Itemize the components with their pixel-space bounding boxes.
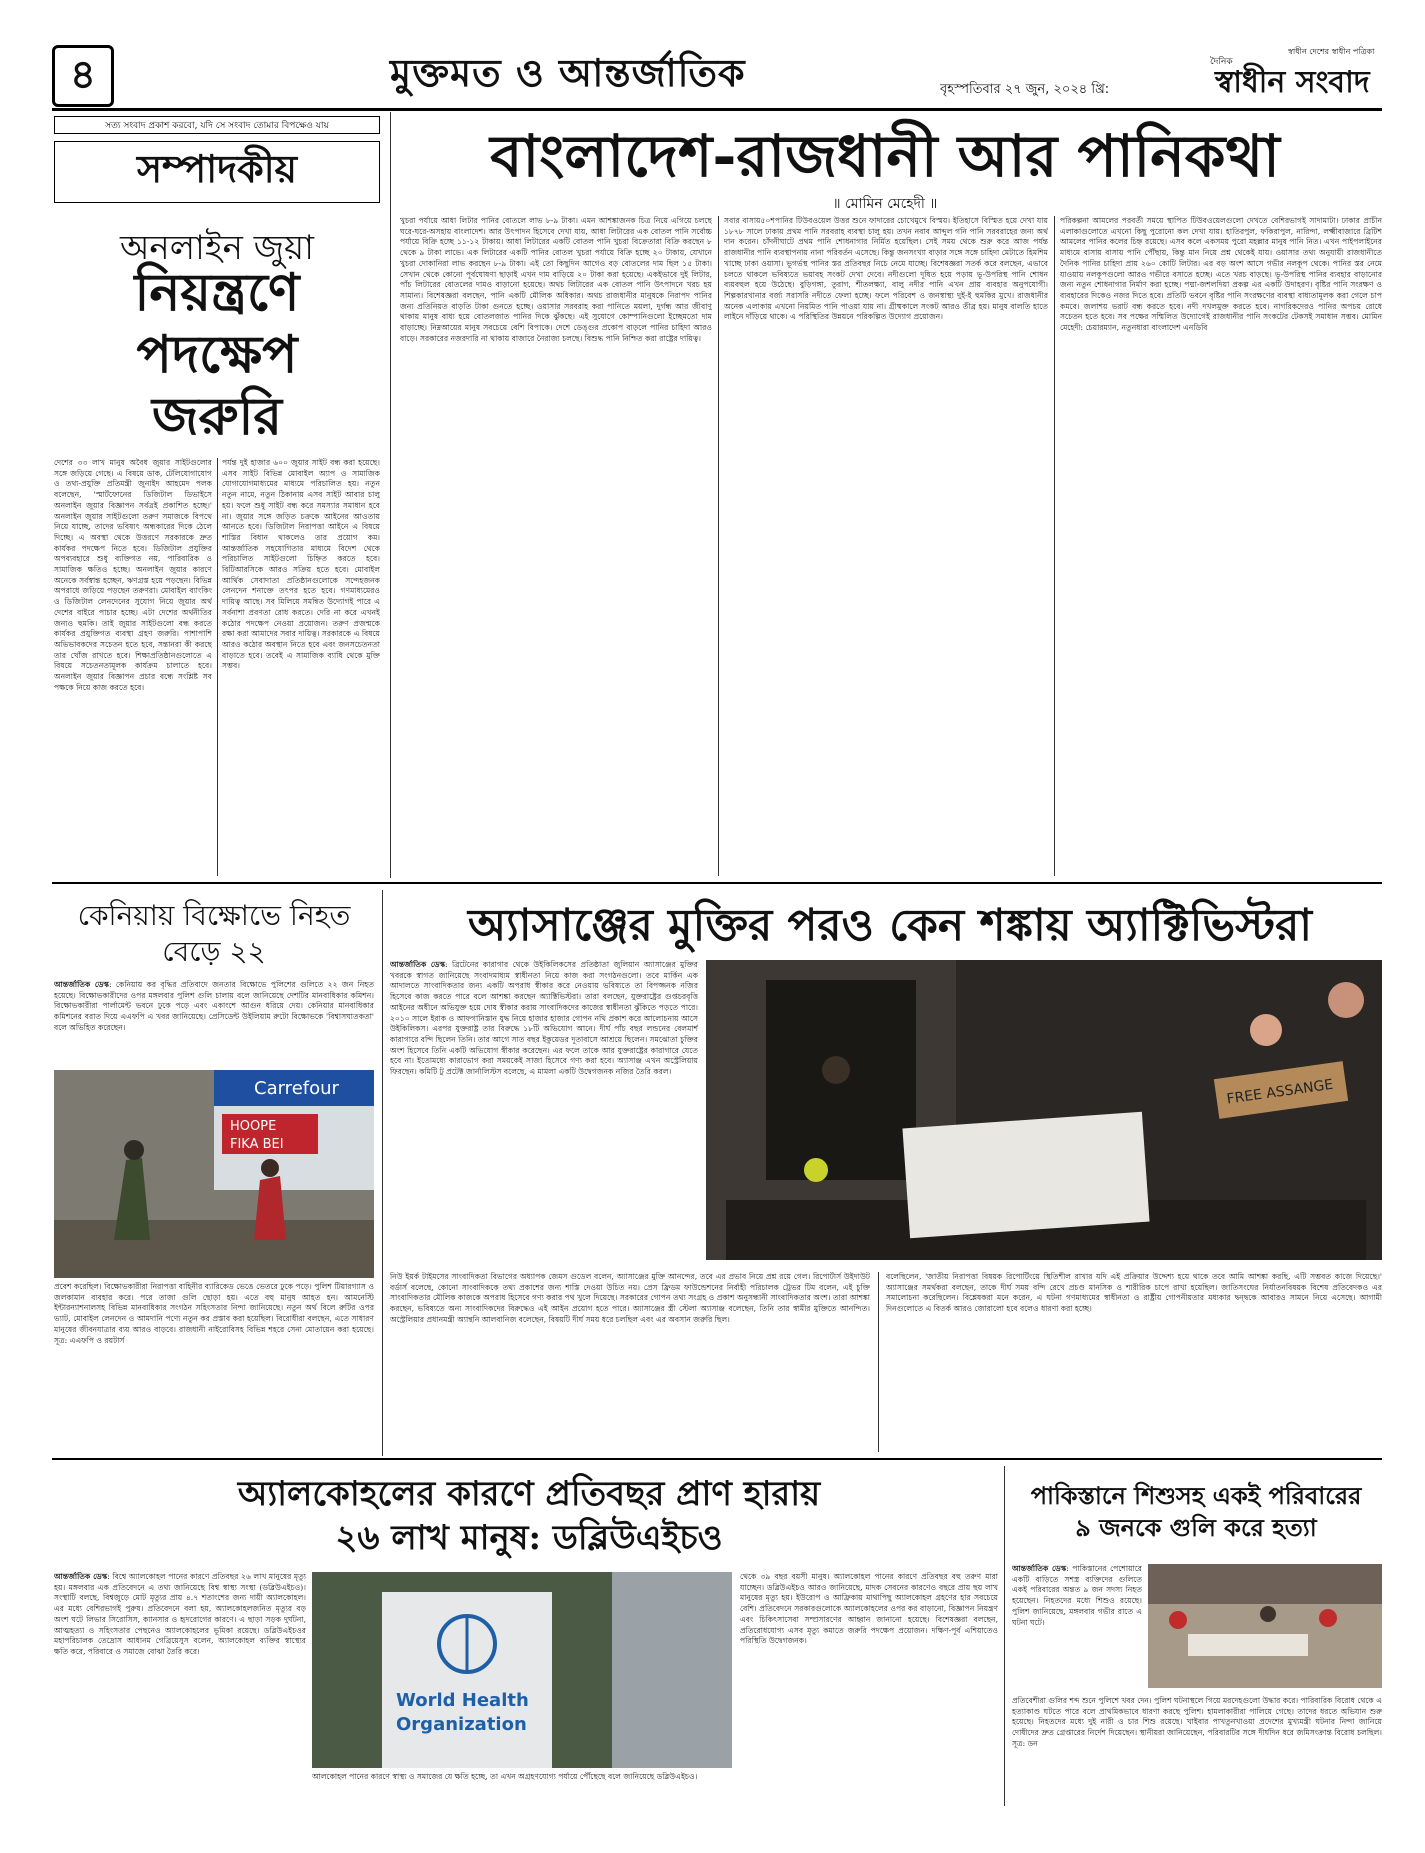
editorial-column-1: দেশের ৩৩ লাখ মানুষ অবৈধ জুয়ার সাইটগুলোর সঙ্গে জড়িয়ে গেছে। এ বিষয়ে ডাক, টেলিযোগাযোগ ও তথ্য-প্রযুক্তি প্রতিমন্ত্রী জুনাইদ আহমেদ পলক বলেছেন, 'স্মার্টফোনের ডিজিটাল ডিভাইসে অনলাইন জুয়ার বিজ্ঞাপন সর্বত্রই প্রকাশিত হচ্ছে।' অনলাইন জুয়ার সাইটগুলো তরুণ সমাজকে বিপথে নিয়ে যাচ্ছে, তাদের ভবিষ্যৎ অন্ধকারের দিকে ঠেলে দিচ্ছে। এ অবস্থা থেকে উত্তরণে সরকারকে দ্রুত কার্যকর পদক্ষেপ নিতে হবে। ডিজিটাল প্রযুক্তির অপব্যবহারে শুধু ব্যক্তিগত নয়, পারিবারিক ও সামাজিক ক্ষতিও হচ্ছে। অনলাইন জুয়ার কারণে অনেকে সর্বস্বান্ত হচ্ছেন, ঋণগ্রস্ত হয়ে পড়ছেন। বিভিন্ন অপরাধে জড়িয়ে পড়ছেন তরুণরা। মোবাইল ব্যাংকিং ও ডিজিটাল লেনদেনের সুযোগ নিয়ে জুয়ার অর্থ দেশের বাইরে পাচার হচ্ছে। এটা দেশের অর্থনীতির জন্যও হুমকি। তাই জুয়ার সাইটগুলো বন্ধ করতে কার্যকর প্রযুক্তিগত ব্যবস্থা গ্রহণ জরুরি। পাশাপাশি অভিভাবকদের সচেতন হতে হবে, সন্তানরা কী করছে তার খোঁজ রাখতে হবে। শিক্ষাপ্রতিষ্ঠানগুলোতে এ বিষয়ে সচেতনতামূলক কার্যক্রম চালাতে হবে। অনলাইন জুয়ার বিজ্ঞাপন প্রচার বন্ধে সংশ্লিষ্ট সব পক্ষকে নিয়ে কাজ করতে হবে।	[54, 458, 212, 692]
kenya-protest-photo	[54, 1070, 374, 1278]
pakistan-desk: আন্তর্জাতিক ডেস্ক	[1012, 1564, 1067, 1573]
kenya-headline: কেনিয়ায় বিক্ষোভে নিহত বেড়ে ২২	[77, 899, 351, 968]
svg-text:FIKA BEI: FIKA BEI	[230, 1137, 284, 1152]
main-article-column-3: পরিকল্পনা আমলের পরবর্তী সময়ে স্থাপিত টিউবওয়েলগুলো দেখতে বেশিরভাগই সাদামাটা। ঢাকার প্রাচীন এলাকাগুলোতে এখনো কিছু পুরোনো কল দেখা যায়। হাতিরপুল, ফকিরাপুল, নারিন্দা, লক্ষ্মীবাজারে ব্রিটিশ আমলের পানির কলের চিহ্ন রয়েছে। এসব কলে একসময় পুরো মহল্লার মানুষ পানি নিত। এখন পাইপলাইনের মাধ্যমে বাসায় বাসায় পানি পৌঁছায়, কিন্তু মান নিয়ে প্রশ্ন থেকেই যায়। ওয়াসার তথ্য অনুযায়ী রাজধানীতে দৈনিক পানির চাহিদা প্রায় ২৬০ কোটি লিটার। এর বড় অংশ আসে গভীর নলকূপ থেকে। পানির স্তর নেমে যাওয়ায় নলকূপগুলো আরও গভীরে বসাতে হচ্ছে। এতে খরচ বাড়ছে। ভূ-উপরিস্থ পানির ব্যবহার বাড়ানোর জন্য নতুন শোধনাগার নির্মাণ করা হচ্ছে। পদ্মা-জশলদিয়া প্রকল্প এর একটি উদাহরণ। বৃষ্টির পানি সংরক্ষণ ও ব্যবহারের দিকেও নজর দিতে হবে। প্রতিটি ভবনে বৃষ্টির পানি সংরক্ষণের ব্যবস্থা বাধ্যতামূলক করা গেলে চাপ কমবে। জলাশয় ভরাট বন্ধ করতে হবে। নদী দখলমুক্ত করতে হবে। নাগরিকদেরও পানির অপচয় রোধে সচেতন হতে হবে। সব পক্ষের সম্মিলিত উদ্যোগেই রাজধানীর পানি সংকটের টেকসই সমাধান সম্ভব। মোমিন মেহেদী: চেয়ারম্যান, নতুনধারা বাংলাদেশ এনডিবি	[1060, 216, 1382, 333]
main-article-column-1: খুচরা পর্যায়ে আধা লিটার পানির বোতলে লাভ ৮-৯ টাকা। এমন আশঙ্কাজনক চিত্র নিয়ে এগিয়ে চলছে ঘরে-ঘরে-অসহায় বাংলাদেশ। আর উৎপাদন হিসেবে দেখা যায়, আধা লিটারের এক বোতল পানি সর্বোচ্চ পর্যায়ে বিক্রি হচ্ছে ১১-১২ টাকায়। আধা লিটারের একটি বোতল পানি খুচরা বিক্রেতারা বিক্রি করছেন ৮ থেকে ৯ টাকা লাভে। এক লিটারের একটি পানির বোতল খুচরা পর্যায়ে বিক্রি হচ্ছে ২০ টাকায়, যেখানে খুচরা দোকানিরা লাভ করছেন ৮-৯ টাকা। এই তো কিছুদিন আগেও বড় বোতলের দাম ছিল ১৫ টাকা। সেখান থেকে কোনো পূর্বঘোষণা ছাড়াই এখন দাম বাড়িয়ে ২০ টাকা করা হয়েছে। একইভাবে দুই লিটার, পাঁচ লিটারের বোতলের দামও বাড়ানো হয়েছে। অথচ লিটারের এক বোতল পানি উৎপাদনে খরচ হয় সামান্য। বিশেষজ্ঞরা বলছেন, পানি একটি মৌলিক অধিকার। অথচ রাজধানীর মানুষকে নিরাপদ পানির জন্য প্রতিনিয়ত বাড়তি টাকা গুনতে হচ্ছে। ওয়াসার সরবরাহ করা পানিতে ময়লা, দুর্গন্ধ আর জীবাণু থাকায় মানুষ বাধ্য হয়ে বোতলজাত পানির দিকে ঝুঁকছে। এই সুযোগে কোম্পানিগুলো ইচ্ছেমতো দাম বাড়াচ্ছে। নিম্নআয়ের মানুষ সবচেয়ে বেশি বিপাকে। দেশে ডেঙ্গুর প্রকোপ বাড়লে পানির চাহিদা আরও বাড়ে। সরকারের নজরদারি না থাকায় বাজারে নৈরাজ্য চলছে। বিশুদ্ধ পানি নিশ্চিত করা রাষ্ট্রের দায়িত্ব।	[400, 216, 712, 343]
assange-lower-right: বলেছিলেন, 'জাতীয় নিরাপত্তা বিষয়ক রিপোর্টিংয়ে স্থিতিশীল রাখার যদি এই প্রক্রিয়ার উদ্দেশ্য হয়ে থাকে তবে আমি আশঙ্কা করছি, এটি সম্ভবত কাজে দিয়েছে।' অ্যাসাঞ্জের সমর্থকরা বলছেন, তাকে দীর্ঘ সময় বন্দি রেখে প্রচণ্ড মানসিক ও শারীরিক চাপে রাখা হয়েছিল। জাতিসংঘের নির্যাতনবিষয়ক বিশেষ প্রতিবেদকও এর সমালোচনা করেছিলেন। বিশ্লেষকরা মনে করেন, এ ঘটনা গণমাধ্যমের স্বাধীনতা ও রাষ্ট্রীয় গোপনীয়তার মধ্যকার দ্বন্দ্বকে আবারও সামনে নিয়ে এসেছে। আগামী দিনগুলোতে এ বিতর্ক আরও জোরালো হবে বলেও ধারণা করা হচ্ছে।	[886, 1272, 1382, 1314]
assange-photo-illustration	[706, 960, 1382, 1260]
column-divider	[217, 458, 218, 876]
pakistan-body-side	[1012, 1564, 1142, 1692]
alcohol-column-2: থেকে ৩৯ বছর বয়সী মানুষ। অ্যালকোহল পানের কারণে প্রতিবছর বহু তরুণ মারা যাচ্ছেন। ডব্লিউএইচও আরও জানিয়েছে, মাদক সেবনের কারণেও বছরে প্রায় ছয় লাখ মানুষের মৃত্যু হয়। ইউরোপ ও আফ্রিকায় মাথাপিছু অ্যালকোহল গ্রহণের হার সবচেয়ে বেশি। প্রতিবেদনে সরকারগুলোকে অ্যালকোহলের ওপর কর বাড়ানো, বিজ্ঞাপন নিয়ন্ত্রণ এবং চিকিৎসাসেবা সম্প্রসারণের আহ্বান জানানো হয়েছে। বিশেষজ্ঞরা বলছেন, প্রতিরোধযোগ্য এসব মৃত্যু কমাতে জরুরি পদক্ষেপ প্রয়োজন। দক্ষিণ-পূর্ব এশিয়াতেও পরিস্থিতি উদ্বেগজনক।	[740, 1572, 998, 1646]
kenya-body-bottom: প্রবেশ করেছিল। বিক্ষোভকারীরা নিরাপত্তা বাহিনীর ব্যারিকেড ভেঙে ভেতরে ঢুকে পড়ে। পুলিশ টিয়ারগ্যাস ও জলকামান ব্যবহার করে। পরে তাজা গুলি ছোড়া হয়। এতে বহু মানুষ আহত হন। আমনেস্টি ইন্টারন্যাশনালসহ বিভিন্ন মানবাধিকার সংগঠন সহিংসতার নিন্দা জানিয়েছে। নতুন অর্থ বিলে রুটির ওপর ভ্যাট, মোবাইল লেনদেন ও আমদানি পণ্যে নতুন কর প্রস্তাব করা হয়েছিল। বিরোধীরা বলছেন, এতে সাধারণ মানুষের জীবনযাত্রার ব্যয় আরও বাড়বে। রাজধানী নাইরোবিসহ বিভিন্ন শহরে সেনা মোতায়েন করা হয়েছে। সূত্র: এএফপি ও রয়টার্স	[54, 1282, 374, 1345]
pakistan-headline-line1: পাকিস্তানে শিশুসহ একই পরিবারের	[1030, 1481, 1362, 1510]
kenya-photo-illustration	[54, 1070, 374, 1278]
section-rule	[52, 1458, 1382, 1460]
alcohol-column-1	[54, 1572, 306, 1802]
alcohol-lead: : বিশ্বে অ্যালকোহল পানের কারণে প্রতিবছর ২৬ লাখ মানুষের মৃত্যু হয়। মঙ্গলবার এক প্রতিবেদনে এ তথ্য জানিয়েছে বিশ্ব স্বাস্থ্য সংস্থা (ডব্লিউএইচও)। সংস্থাটি বলছে, বিশ্বজুড়ে মোট মৃত্যুর প্রায় ৪.৭ শতাংশের জন্য দায়ী অ্যালকোহল। এর মধ্যে বেশিরভাগই পুরুষ। প্রতিবেদনে বলা হয়, অ্যালকোহলজনিত মৃত্যুর বড় অংশ ঘটে লিভার সিরোসিস, ক্যানসার ও হৃদরোগের কারণে। এ ছাড়া সড়ক দুর্ঘটনা, আত্মহত্যা ও সহিংসতার পেছনেও অ্যালকোহলের ভূমিকা রয়েছে। ডব্লিউএইচওর মহাপরিচালক তেদ্রোস আধানম গেব্রিয়েসুস বলেন, অ্যালকোহল ব্যক্তির স্বাস্থ্যের ক্ষতি করে, পরিবারে ও সমাজে বোঝা তৈরি করে।	[54, 1572, 306, 1656]
assange-desk: আন্তর্জাতিক ডেস্ক	[390, 960, 446, 969]
pakistan-body: প্রতিবেশীরা গুলির শব্দ শুনে পুলিশে খবর দেন। পুলিশ ঘটনাস্থলে গিয়ে মরদেহগুলো উদ্ধার করে। পারিবারিক বিরোধ থেকে এ হত্যাকাণ্ড ঘটতে পারে বলে প্রাথমিকভাবে ধারণা করছে পুলিশ। হামলাকারীরা পালিয়ে গেছে। তাদের ধরতে অভিযান শুরু হয়েছে। নিহতদের মধ্যে দুই নারী ও চার শিশু রয়েছে। খাইবার পাখতুনখাওয়া প্রদেশের মুখ্যমন্ত্রী ঘটনার নিন্দা জানিয়ে দোষীদের দ্রুত গ্রেপ্তারের নির্দেশ দিয়েছেন। স্থানীয়রা জানিয়েছেন, পরিবারটির সঙ্গে দীর্ঘদিন ধরে জমিসংক্রান্ত বিরোধ চলছিল। সূত্র: ডন	[1012, 1696, 1382, 1748]
editorial-label: সম্পাদকীয়	[54, 141, 380, 203]
header-rule	[52, 108, 1382, 111]
pakistan-headline-line2: ৯ জনকে গুলি করে হত্যা	[1075, 1513, 1317, 1542]
editorial-headline	[54, 262, 380, 448]
main-article-headline: বাংলাদেশ-রাজধানী আর পানিকথা	[490, 122, 1280, 190]
editorial-headline-line3: জরুরি	[152, 386, 282, 447]
assange-lead: : ব্রিটেনের কারাগার থেকে উইকিলিকসের প্রতিষ্ঠাতা জুলিয়ান অ্যাসাঞ্জের মুক্তির খবরকে স্বাগত জানিয়েছে সংবাদমাধ্যম স্বাধীনতা নিয়ে কাজ করা সংগঠনগুলো। তবে মার্কিন এক আদালতে সাংবাদিকতার জন্য একটি অপরাধ স্বীকার করে নেওয়ায় ভবিষ্যতে তা বিপজ্জনক নজির হিসেবে কাজ করতে পারে বলে আশঙ্কা করছেন অ্যাক্টিভিস্টরা। তারা বলছেন, যুক্তরাষ্ট্রের গুপ্তচরবৃত্তি আইনের অধীনে অভিযুক্ত হয়ে দোষ স্বীকার করায় সাংবাদিকদের কাজের স্বাধীনতা ঝুঁকিতে পড়তে পারে। ২০১০ সালে ইরাক ও আফগানিস্তান যুদ্ধ নিয়ে হাজার হাজার গোপন নথি প্রকাশ করে আলোচনায় আসে উইকিলিকস। এরপর যুক্তরাষ্ট্র তার বিরুদ্ধে ১৮টি অভিযোগ আনে। দীর্ঘ পাঁচ বছর লন্ডনের বেলমার্শ কারাগারে বন্দি ছিলেন তিনি। তার আগে সাত বছর ইকুয়েডর দূতাবাসে আশ্রয়ে ছিলেন। সমঝোতা চুক্তির অংশ হিসেবে তিনি একটি অভিযোগ স্বীকার করেছেন। এর ফলে তাকে আর যুক্তরাষ্ট্রের কারাগারে যেতে হবে না। ইতোমধ্যে কারাভোগ করা সময়কেই সাজা হিসেবে গণ্য করা হবে। অ্যাসাঞ্জ এখন অস্ট্রেলিয়ায় ফিরছেন। কমিটি টু প্রটেক্ট জার্নালিস্টস বলেছে, এ মামলা একটি উদ্বেগজনক নজির তৈরি করল।	[390, 960, 698, 1077]
editorial-kicker: অনলাইন জুয়া	[119, 228, 315, 268]
column-divider	[718, 216, 719, 876]
page-number: ৪	[52, 45, 114, 107]
svg-text:FREE ASSANGE: FREE ASSANGE	[1225, 1076, 1335, 1108]
section-rule	[52, 882, 1382, 884]
main-article-column-2: সবার বাসায়৫০শপানির টিউবওয়েল উত্তর শুনে ফাদারের চোখেমুখে বিস্ময়। ইতিহাসে বিস্মিত হয়ে দেখা যায় ১৮৭৮ সালে ঢাকায় প্রথম পানি সরবরাহ ব্যবস্থা চালু হয়। তখন নবাব আব্দুল গনি পানি সরবরাহের জন্য অর্থ দান করেন। চাঁদনীঘাটে প্রথম পানি শোধনাগার নির্মিত হয়েছিল। সেই সময় থেকে শুরু করে আজ পর্যন্ত রাজধানীর পানি ব্যবস্থাপনায় নানা পরিবর্তন এসেছে। কিন্তু জনসংখ্যা বাড়ার সঙ্গে সঙ্গে চাহিদা মেটাতে হিমশিম খাচ্ছে ঢাকা ওয়াসা। ভূগর্ভস্থ পানির স্তর প্রতিবছর নিচে নেমে যাচ্ছে। বিশেষজ্ঞরা সতর্ক করে বলছেন, এভাবে চলতে থাকলে ভবিষ্যতে ভয়াবহ সংকট দেখা দেবে। নদীগুলো দূষিত হয়ে পড়ায় ভূ-উপরিস্থ পানি শোধন ব্যয়বহুল হয়ে উঠেছে। বুড়িগঙ্গা, তুরাগ, শীতলক্ষ্যা, বালু নদীর পানি এখন প্রায় ব্যবহার অনুপযোগী। শিল্পকারখানার বর্জ্য সরাসরি নদীতে ফেলা হচ্ছে। ফলে পরিবেশ ও জনস্বাস্থ্য দুই-ই হুমকির মুখে। রাজধানীর অনেক এলাকায় এখনো নিয়মিত পানি পাওয়া যায় না। গ্রীষ্মকালে সংকট আরও তীব্র হয়। মানুষ বালতি হাতে লাইনে দাঁড়িয়ে থাকে। এ পরিস্থিতির উন্নয়নে পরিকল্পিত উদ্যোগ প্রয়োজন।	[724, 216, 1048, 322]
kenya-lead: : কেনিয়ায় কর বৃদ্ধির প্রতিবাদে জনতার বিক্ষোভে পুলিশের গুলিতে ২২ জন নিহত হয়েছে। বিক্ষোভকারীদের ওপর মঙ্গলবার পুলিশ গুলি চালায় বলে জানিয়েছে দেশটির মানবাধিকার কমিশন। বিক্ষোভকারীরা পার্লামেন্ট ভবনে ঢুকে পড়ে এবং একাংশে আগুন ধরিয়ে দেয়। কেনিয়ার মানবাধিকার কমিশনের বরাত দিয়ে এএফপি এ খবর জানিয়েছে। প্রেসিডেন্ট উইলিয়াম রুটো বিক্ষোভকে 'বিশ্বাসঘাতকতা' বলে অভিহিত করেছেন।	[54, 980, 374, 1032]
pakistan-headline	[1010, 1480, 1382, 1544]
editorial-headline-line1: নিয়ন্ত্রণে	[134, 262, 300, 323]
assange-supporters-photo	[706, 960, 1382, 1260]
masthead-tagline: স্বাধীন দেশের স্বাধীন পত্রিকা	[1288, 47, 1375, 56]
who-photo-caption: আলকোহল পানের কারণে স্বাস্থ্য ও সমাজের যে ক্ষতি হচ্ছে, তা এখন অগ্রহণযোগ্য পর্যায়ে পৌঁছেছে বলে জানিয়েছে ডব্লিউএইচও।	[312, 1772, 698, 1781]
alcohol-desk: আন্তর্জাতিক ডেস্ক	[54, 1572, 108, 1581]
masthead-daily-tag: দৈনিক	[1210, 57, 1233, 67]
assange-lower-left: নিউ ইয়র্ক টাইমসের সাংবাদিকতা বিভাগের অধ্যাপক জেমস গুডেল বলেন, অ্যাসাঞ্জের মুক্তি আনন্দের, তবে এর প্রভাব নিয়ে প্রশ্ন রয়ে গেল। রিপোর্টার্স উইদাউট বর্ডার্স বলেছে, কোনো সাংবাদিককে তথ্য প্রকাশের জন্য শাস্তি দেওয়া উচিত নয়। প্রেস ফ্রিডম ফাউন্ডেশনের নির্বাহী পরিচালক ট্রেভর টিম বলেন, এই চুক্তি সাংবাদিকতার মৌলিক কাজকে অপরাধ হিসেবে গণ্য করার পথ খুলে দিয়েছে। সরকারের গোপন তথ্য সংগ্রহ ও প্রকাশ অনুসন্ধানী সাংবাদিকতার অংশ। তারা আশঙ্কা করছেন, ভবিষ্যতে অন্য সাংবাদিকদের বিরুদ্ধেও এই আইন প্রয়োগ হতে পারে। অ্যাসাঞ্জের স্ত্রী স্টেলা অ্যাসাঞ্জ বলেছেন, তিনি তার স্বামীর মুক্তিতে আনন্দিত। অস্ট্রেলিয়ার প্রধানমন্ত্রী অ্যান্থনি আলবানিজ বলেছেন, বিষয়টি দীর্ঘ সময় ধরে চলছিল এবং এর অবসান জরুরি ছিল।	[390, 1272, 870, 1324]
who-sign-line1: World Health	[396, 1690, 529, 1711]
main-article-byline: ॥ মোমিন মেহেদী ॥	[832, 196, 938, 212]
svg-text:Carrefour: Carrefour	[254, 1078, 339, 1099]
assange-column-1	[390, 960, 698, 1268]
svg-text:HOOPE: HOOPE	[230, 1119, 277, 1134]
column-divider	[1054, 216, 1055, 876]
alcohol-headline-line1: অ্যালকোহলের কারণে প্রতিবছর প্রাণ হারায়	[237, 1474, 821, 1514]
pakistan-rescue-photo	[1148, 1564, 1382, 1688]
who-photo-illustration	[312, 1572, 732, 1768]
editorial-column-2: পর্যন্ত দুই হাজার ৬০০ জুয়ার সাইট বন্ধ করা হয়েছে। এসব সাইট বিভিন্ন মোবাইল অ্যাপ ও সামাজিক যোগাযোগমাধ্যমের মাধ্যমে পরিচালিত হয়। নতুন নতুন নামে, নতুন ঠিকানায় এসব সাইট আবার চালু হয়। ফলে শুধু সাইট বন্ধ করে সমস্যার সমাধান হবে না। জুয়ার সঙ্গে জড়িত চক্রকে আইনের আওতায় আনতে হবে। ডিজিটাল নিরাপত্তা আইনে এ বিষয়ে শাস্তির বিধান থাকলেও তার প্রয়োগ কম। আন্তর্জাতিক সহযোগিতার মাধ্যমে বিদেশ থেকে পরিচালিত সাইটগুলো চিহ্নিত করতে হবে। বিটিআরসিকে আরও সক্রিয় হতে হবে। মোবাইল আর্থিক সেবাদাতা প্রতিষ্ঠানগুলোকে সন্দেহজনক লেনদেন শনাক্তে তৎপর হতে হবে। গণমাধ্যমেরও দায়িত্ব আছে। সব মিলিয়ে সমন্বিত উদ্যোগই পারে এ সর্বনাশা প্রবণতা রোধ করতে। দেরি না করে এখনই কঠোর পদক্ষেপ নেওয়া প্রয়োজন। তরুণ প্রজন্মকে রক্ষা করা আমাদের সবার দায়িত্ব। সরকারকে এ বিষয়ে আরও কঠোর অবস্থান নিতে হবে এবং জনসচেতনতা বাড়াতে হবে। তবেই এ সামাজিক ব্যাধি থেকে মুক্তি সম্ভব।	[222, 458, 380, 671]
slogan-box: সত্য সংবাদ প্রকাশ করবো, যদি সে সংবাদ তোমার বিপক্ষেও যায়	[54, 116, 380, 134]
assange-headline: অ্যাসাঞ্জের মুক্তির পরও কেন শঙ্কায় অ্যাক্টিভিস্টরা	[467, 900, 1313, 951]
column-divider	[390, 112, 391, 878]
alcohol-headline	[54, 1472, 1004, 1560]
alcohol-headline-line2: ২৬ লাখ মানুষ: ডব্লিউএইচও	[335, 1518, 723, 1558]
section-title: মুক্তমত ও আন্তর্জাতিক	[390, 50, 746, 95]
column-divider	[382, 890, 383, 1456]
issue-date: বৃহস্পতিবার ২৭ জুন, ২০২৪ খ্রি:	[940, 82, 1110, 97]
pakistan-photo-illustration	[1148, 1564, 1382, 1688]
masthead-logo: স্বাধীন সংবাদ	[1215, 65, 1370, 100]
column-divider	[1004, 1466, 1005, 1806]
kenya-desk: আন্তর্জাতিক ডেস্ক	[54, 980, 110, 989]
pakistan-lead: : পাকিস্তানের পেশোয়ারে একটি বাড়িতে সশস্ত্র ব্যক্তিদের গুলিতে একই পরিবারের অন্তত ৯ জন সদস্য নিহত হয়েছেন। নিহতদের মধ্যে শিশুও রয়েছে। পুলিশ জানিয়েছে, মঙ্গলবার গভীর রাতে এ ঘটনা ঘটে।	[1012, 1564, 1142, 1627]
who-sign-line2: Organization	[396, 1714, 527, 1735]
editorial-headline-line2: পদক্ষেপ	[136, 324, 298, 385]
who-building-photo	[312, 1572, 732, 1768]
column-divider	[878, 1272, 879, 1452]
kenya-body-top	[54, 980, 374, 1066]
